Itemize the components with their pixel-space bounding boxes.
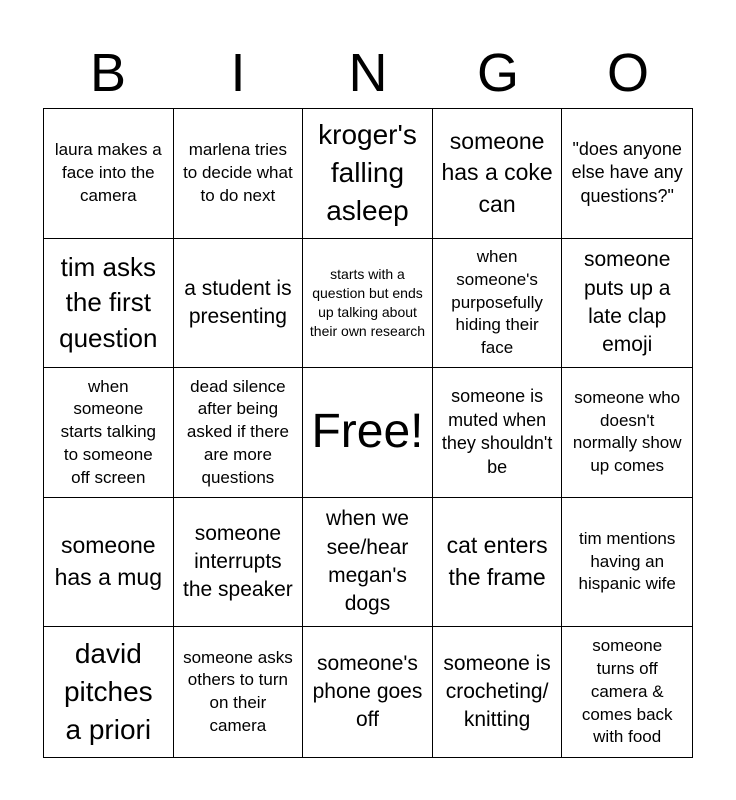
cell-text: tim mentions having an hispanic wife [578, 528, 676, 594]
bingo-cell[interactable] [174, 109, 304, 239]
bingo-cell[interactable] [44, 109, 174, 239]
bingo-cell[interactable] [433, 368, 563, 498]
cell-text: a student is presenting [184, 276, 292, 328]
bingo-header [43, 40, 693, 106]
header-letter-i: I [230, 43, 246, 103]
free-space-cell[interactable] [303, 368, 433, 498]
header-letter-g: G [476, 43, 519, 103]
cell-text: someone puts up a late clap emoji [583, 248, 671, 357]
bingo-cell[interactable] [562, 368, 692, 498]
bingo-cell[interactable] [44, 627, 174, 757]
header-letter-b: B [89, 43, 127, 103]
header-letter-o: O [606, 43, 649, 103]
header-letter-n: N [348, 43, 388, 103]
cell-text: starts with a question but ends up talking about their own research [309, 265, 426, 339]
bingo-cell[interactable] [562, 498, 692, 628]
cell-text: someone has a coke can [441, 127, 553, 218]
cell-text: tim asks the first question [59, 251, 158, 353]
bingo-cell[interactable] [303, 498, 433, 628]
bingo-cell[interactable] [44, 368, 174, 498]
bingo-cell[interactable] [433, 498, 563, 628]
cell-text: marlena tries to decide what to do next [183, 140, 293, 205]
bingo-cell[interactable] [174, 498, 304, 628]
cell-text: someone who doesn't normally show up comes [572, 387, 682, 476]
cell-text: someone asks others to turn on their camera [183, 647, 293, 735]
free-space-text: Free! [311, 405, 424, 459]
bingo-board [43, 108, 693, 758]
cell-text: someone has a mug [54, 532, 162, 591]
cell-text: when we see/hear megan's dogs [326, 507, 409, 616]
cell-text: someone is crocheting/ knitting [443, 651, 551, 732]
bingo-cell[interactable] [303, 627, 433, 757]
bingo-cell[interactable] [433, 109, 563, 239]
bingo-cell[interactable] [174, 627, 304, 757]
cell-text: someone interrupts the speaker [183, 521, 293, 602]
cell-text: when someone starts talking to someone off screen [60, 376, 157, 487]
bingo-cell[interactable] [562, 627, 692, 757]
cell-text: cat enters the frame [446, 532, 548, 591]
bingo-cell[interactable] [44, 239, 174, 369]
bingo-cell[interactable] [174, 368, 304, 498]
bingo-cell[interactable] [303, 239, 433, 369]
cell-text: someone turns off camera & comes back with food [581, 636, 673, 747]
bingo-cell[interactable] [562, 109, 692, 239]
cell-text: "does anyone else have any questions?" [571, 138, 683, 207]
cell-text: someone's phone goes off [312, 651, 423, 732]
cell-text: laura makes a face into the camera [54, 140, 162, 205]
cell-text: dead silence after being asked if there are more questions [186, 376, 289, 487]
cell-text: kroger's falling asleep [318, 119, 417, 227]
bingo-cell[interactable] [303, 109, 433, 239]
bingo-cell[interactable] [433, 239, 563, 369]
cell-text: someone is muted when they shouldn't be [441, 385, 553, 478]
cell-text: when someone's purposefully hiding their face [451, 246, 543, 358]
bingo-cell[interactable] [562, 239, 692, 369]
bingo-cell[interactable] [44, 498, 174, 628]
bingo-cell[interactable] [433, 627, 563, 757]
bingo-cell[interactable] [174, 239, 304, 369]
cell-text: david pitches a priori [63, 638, 153, 746]
